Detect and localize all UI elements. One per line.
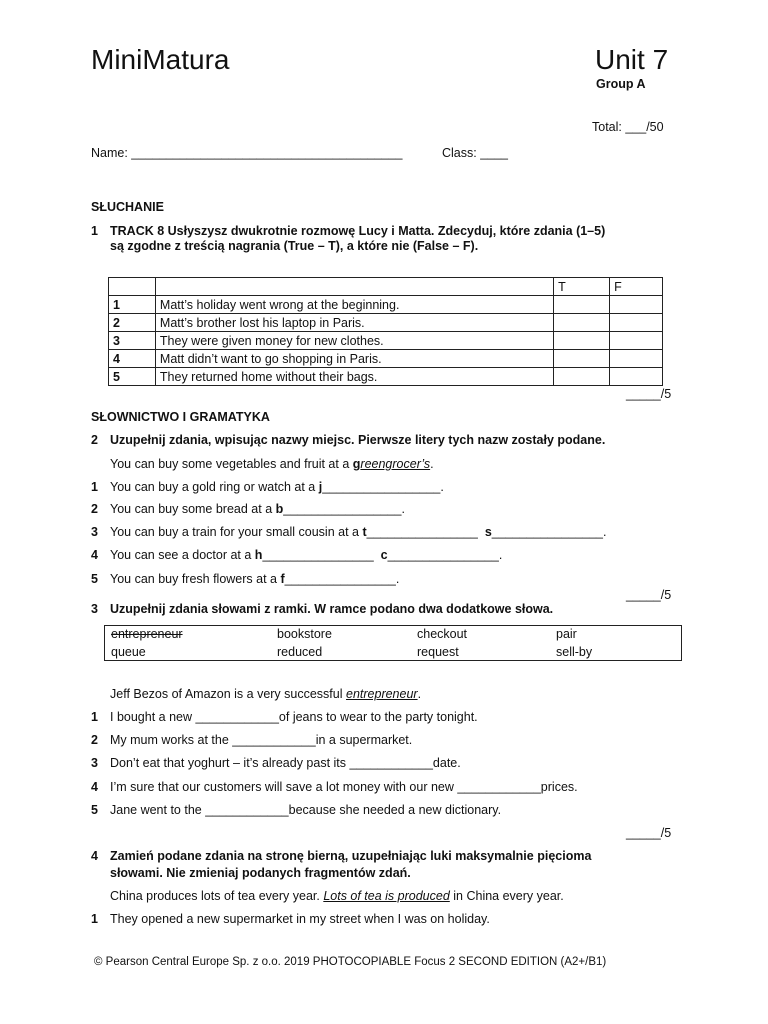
true-cell[interactable]: [554, 350, 610, 368]
exercise-instruction: są zgodne z treścią nagrania (True – T), a które nie (False – F).: [110, 239, 479, 253]
exercise-number: 4: [91, 849, 98, 863]
score-field[interactable]: _____/5: [626, 387, 672, 401]
list-item: They opened a new supermarket in my street when I was on holiday.: [110, 912, 490, 926]
example-sentence: China produces lots of tea every year. Lots of tea is produced in China every year.: [110, 889, 564, 903]
word-box-item: reduced: [277, 645, 323, 659]
word-box-item: checkout: [417, 627, 468, 641]
word-box-item: sell-by: [556, 645, 593, 659]
exercise-instruction: Uzupełnij zdania słowami z ramki. W ramce podano dwa dodatkowe słowa.: [110, 602, 554, 616]
name-field[interactable]: Name: _______________________________________: [91, 146, 403, 160]
group-label: Group A: [596, 77, 646, 91]
column-false: F: [610, 278, 663, 296]
true-cell[interactable]: [554, 296, 610, 314]
list-item: I’m sure that our customers will save a lot money with our new ____________prices.: [110, 780, 578, 794]
table-row: 1 Matt’s holiday went wrong at the beginning.: [109, 296, 663, 314]
footer-copyright: © Pearson Central Europe Sp. z o.o. 2019 PHOTOCOPIABLE Focus 2 SECOND EDITION (A2+/B1): [94, 956, 607, 968]
score-field[interactable]: _____/5: [626, 826, 672, 840]
word-box-item: request: [417, 645, 459, 659]
brand-title: MiniMatura: [91, 44, 230, 75]
column-true: T: [554, 278, 610, 296]
example-answer: reengrocer’s: [360, 457, 431, 471]
list-item: You can buy a gold ring or watch at a j_________________.: [110, 480, 444, 494]
answer-gap[interactable]: ____________: [195, 710, 279, 724]
table-row: 5 They returned home without their bags.: [109, 368, 663, 386]
answer-gap[interactable]: ________________: [491, 525, 604, 539]
exercise-instruction: Zamień podane zdania na stronę bierną, uzupełniając luki maksymalnie pięcioma: [110, 849, 592, 863]
class-field[interactable]: Class: ____: [442, 146, 509, 160]
list-item: I bought a new ____________of jeans to wear to the party tonight.: [110, 710, 478, 724]
word-box: [104, 625, 682, 661]
total-score: Total: ___/50: [592, 120, 664, 134]
example-answer: entrepreneur: [346, 687, 418, 701]
exercise-number: 3: [91, 602, 98, 616]
section-heading-listening: SŁUCHANIE: [91, 200, 164, 214]
true-false-table: [108, 277, 663, 386]
answer-gap[interactable]: _________________: [283, 502, 402, 516]
answer-gap[interactable]: ________________: [366, 525, 478, 539]
list-item: My mum works at the ____________in a supermarket.: [110, 733, 413, 747]
answer-gap[interactable]: ____________: [457, 780, 541, 794]
answer-gap[interactable]: ____________: [232, 733, 316, 747]
false-cell[interactable]: [610, 332, 663, 350]
example-sentence: Jeff Bezos of Amazon is a very successful entrepreneur.: [110, 687, 422, 701]
section-heading-vocab: SŁOWNICTWO I GRAMATYKA: [91, 410, 270, 424]
exercise-instruction: słowami. Nie zmieniaj podanych fragmentów zdań.: [110, 866, 411, 880]
word-box-item: bookstore: [277, 627, 332, 641]
answer-gap[interactable]: ____________: [349, 756, 433, 770]
score-field[interactable]: _____/5: [626, 588, 672, 602]
word-box-item: pair: [556, 627, 577, 641]
list-item: You can buy fresh flowers at a f________________.: [110, 572, 400, 586]
table-row: 2 Matt’s brother lost his laptop in Paris.: [109, 314, 663, 332]
exercise-instruction: Uzupełnij zdania, wpisując nazwy miejsc. Pierwsze litery tych nazw zostały podane.: [110, 433, 606, 447]
table-header-row: [109, 278, 663, 296]
answer-gap[interactable]: ________________: [387, 548, 499, 562]
answer-gap[interactable]: ________________: [262, 548, 374, 562]
answer-gap[interactable]: ________________: [284, 572, 396, 586]
table-row: 4 Matt didn’t want to go shopping in Paris.: [109, 350, 663, 368]
list-item: You can buy some bread at a b_________________.: [110, 502, 405, 516]
true-cell[interactable]: [554, 314, 610, 332]
false-cell[interactable]: [610, 350, 663, 368]
answer-gap[interactable]: ____________: [205, 803, 289, 817]
true-cell[interactable]: [554, 368, 610, 386]
unit-title: Unit 7: [595, 44, 669, 75]
example-answer: Lots of tea is produced: [323, 889, 450, 903]
exercise-number: 2: [91, 433, 98, 447]
word-box-item: entrepreneur: [111, 627, 183, 641]
answer-gap[interactable]: _________________: [322, 480, 441, 494]
exercise-number: 1: [91, 224, 98, 238]
word-box-item: queue: [111, 645, 146, 659]
list-item: Don’t eat that yoghurt – it’s already past its ____________date.: [110, 756, 461, 770]
false-cell[interactable]: [610, 296, 663, 314]
table-row: 3 They were given money for new clothes.: [109, 332, 663, 350]
false-cell[interactable]: [610, 368, 663, 386]
list-item: Jane went to the ____________because she needed a new dictionary.: [110, 803, 502, 817]
list-item: You can buy a train for your small cousin at a t________________ s________________.: [110, 525, 607, 539]
false-cell[interactable]: [610, 314, 663, 332]
example-sentence: You can buy some vegetables and fruit at a greengrocer’s.: [110, 457, 434, 471]
list-item: You can see a doctor at a h________________ c________________.: [110, 548, 503, 562]
true-cell[interactable]: [554, 332, 610, 350]
exercise-instruction: TRACK 8 Usłyszysz dwukrotnie rozmowę Lucy i Matta. Zdecyduj, które zdania (1–5): [110, 224, 606, 238]
